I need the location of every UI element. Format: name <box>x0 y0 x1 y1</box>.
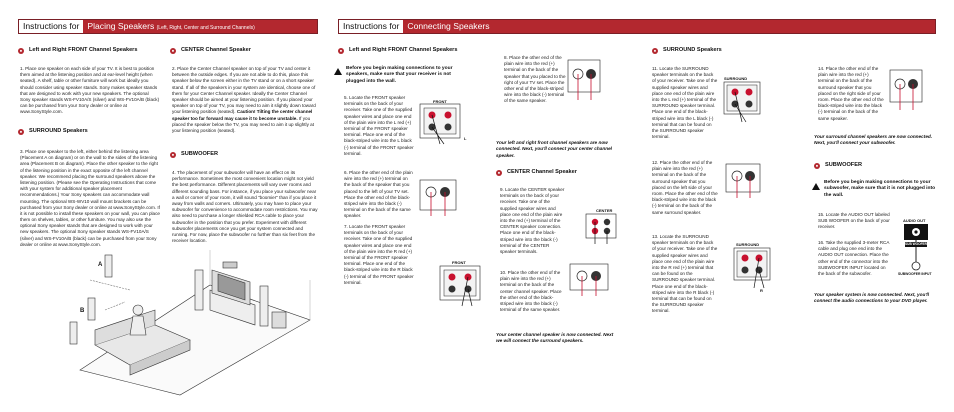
warning-icon <box>812 183 820 190</box>
warning-front: Before you begin making connections to your speakers, make sure that your receiver is not plugged into the wall. <box>346 66 453 84</box>
front-terminal-diagram-1 <box>420 104 460 144</box>
surround-label-1: SURROUND <box>724 76 748 81</box>
surround-terminal-diagram-1 <box>724 82 764 122</box>
section-front: ● Left and Right FRONT Channel Speakers <box>19 47 138 53</box>
sub-woofer-label: SUB WOOFER <box>905 242 927 246</box>
done-subwoofer: Your speaker system is now connected. Next, you'll connect the audio connections to your DVD player. <box>814 292 930 304</box>
left-header <box>18 19 318 34</box>
subwoofer-connection-diagram <box>904 224 932 274</box>
front-terminal-diagram-2 <box>440 266 480 306</box>
bullet-icon: ● <box>171 151 175 157</box>
bullet-icon: ● <box>339 47 343 53</box>
bullet-icon: ● <box>497 169 501 175</box>
warning-icon <box>334 68 342 75</box>
section-subwoofer: ● SUBWOOFER <box>171 151 218 157</box>
section-front-connect: ● Left and Right FRONT Channel Speakers <box>339 47 458 53</box>
section-subwoofer-connect: ● SUBWOOFER <box>815 162 862 168</box>
done-front: Your left and right front channel speakers are now connected. Next, you'll connect your center channel speaker. <box>496 140 612 158</box>
section-surround-connect: ● SURROUND Speakers <box>653 47 722 53</box>
bullet-icon: ● <box>653 47 657 53</box>
terminal-l-label: L <box>464 136 467 141</box>
front-speaker-diagram-2 <box>568 60 602 100</box>
subwoofer-input-label: SUBWOOFER INPUT <box>898 272 932 276</box>
step-8: 8. Place the other end of the plain wire into the red (+) terminal on the back of the speaker that you placed to the right of your TV set. Place the other end of the black-striped wire into the black (-) terminal of the same speaker. <box>504 55 566 104</box>
step-1: 1. Place one speaker on each side of your TV. It is best to position them aimed at the listening position and at ear-level height (when seated). A shelf, table or other furniture will work but ideally you should consider using speaker stands. Sony makes speaker stands that are designed to work with your new speakers. The optional Sony speaker stands WS-FV10A/S (silver) and WS-FV10A/B (black) can be purchased from your Sony dealer or online at www.SonyStyle.com. <box>20 66 160 115</box>
section-surround: ● SURROUND Speakers <box>19 128 88 134</box>
warning-subwoofer: Before you begin making connections to your subwoofer, make sure that it is not plugged into the wall. <box>824 180 936 198</box>
done-center: Your center channel speaker is now connected. Next we will connect the surround speakers. <box>496 332 614 344</box>
step-15: 15. Locate the AUDIO OUT labeled SUB WOOFER on the back of your receiver. <box>818 212 890 230</box>
step-5: 5. Locate the FRONT speaker terminals on the back of your receiver. Take one of the supplied speaker wires and place one end of the plain wire into the L red (+) terminal of the FRONT speaker terminal. Place one end of the black-striped wire into the L black (-) terminal of the FRONT speaker terminal. <box>344 95 414 156</box>
front-label-mid: FRONT <box>452 260 466 265</box>
audio-out-label: AUDIO OUT <box>903 218 926 223</box>
surround-terminal-diagram-2 <box>734 248 774 288</box>
header-prefix: Instructions for <box>19 20 83 33</box>
room-illustration <box>60 250 320 400</box>
surround-speaker-diagram-2 <box>890 70 926 110</box>
step-11: 11. Locate the SURROUND speaker terminals on the back of your receiver. Take one of the supplied speaker wires and place one end of the plain wire into the L red (+) terminal of the SURROUND speaker terminal. Place one end of the black-striped wire into the L black (-) terminal that can be found on the SURROUND speaker terminal. <box>652 66 718 140</box>
step-7: 7. Locate the FRONT speaker terminals on the back of your receiver. Take one of the supplied speaker wires and place one end of the plain wire into the R red (+) terminal of the FRONT speaker terminal. Place one end of the black-striped wire into the R black (-) terminal of the FRONT speaker terminal. <box>344 224 414 285</box>
placement-a-label: A <box>98 262 103 268</box>
step-6: 6. Place the other end of the plain wire into the red (+) terminal on the back of the speaker that you placed to the left of your TV set. Place the other end of the black-striped wire into the black (-) terminal on the back of the same speaker. <box>344 170 413 219</box>
bullet-icon: ● <box>19 128 23 134</box>
surround-speaker-diagram-1 <box>726 164 762 198</box>
step-4: 4. The placement of your subwoofer will have an effect on its performance. Sometimes the most convenient location might not yield the best performance. Different placements will vary over rooms and different sounding bass. For instance, if you place your subwoofer near a wall or corner of your room, it will sound "boomier" than if you place it away from walls and corners. Ultimately, you may have to place your subwoofer for convenience to accommodate room restrictions. You may also need to purchase a longer shielded RCA cable to place your subwoofer in the position that you prefer. Experiment with different subwoofer placements once you get your system connected and running. For now, place the subwoofer no further than six feet from the receiver location. <box>172 170 318 244</box>
header-prefix: Instructions for <box>339 20 403 33</box>
step-16: 16. Take the supplied 3-meter RCA cable and plug one end into the AUDIO OUT connection. Place the other end of the connector into the SUBWOOFER INPUT located on the back of the subwoofer. <box>818 240 890 276</box>
step-9: 9. Locate the CENTER speaker terminals on the back of your receiver. Take one of the supplied speaker wires and place one end of the plain wire into the red (+) terminal of the CENTER speaker connection. Place one end of the black-striped wire into the black (-) terminal of the CENTER speaker terminals. <box>500 187 565 254</box>
section-center: ● CENTER Channel Speaker <box>171 47 251 53</box>
surround-label-2: SURROUND <box>736 242 760 247</box>
step-13: 13. Locate the SURROUND speaker terminals on the back of your receiver. Take one of the supplied speaker wires and place one end of the plain wire into the R red (+) terminal that can be found on the SURROUND speaker terminal. Place one end of the black-striped wire into the R black (-) terminal that can be found on the SURROUND speaker terminal. <box>652 234 718 314</box>
step-2: 2. Place the Center Channel speaker on top of your TV and center it between the outside edges. If you are not able to do this, place this speaker below the screen either in the TV stand or on a short speaker stand. If all of the speakers in your system are identical, choose one of them for your Center Channel speaker. Ideally the Center Channel speaker should be aimed at your listening position. If you placed your speaker on top of your TV, you may need to aim it slightly down toward your listening position (seated). Caution! Tilting the center channel speaker too far forward may cause it to become unstable. If you placed the speaker below the TV, you may need to aim it up slightly at your listening position (seated). <box>172 66 316 133</box>
bullet-icon: ● <box>171 47 175 53</box>
header-title: Placing Speakers (Left, Right, Center and Surround Channels) <box>83 20 258 33</box>
center-terminal-diagram <box>586 214 622 244</box>
center-speaker-diagram <box>570 264 610 296</box>
bullet-icon: ● <box>19 47 23 53</box>
center-label: CENTER <box>596 208 613 213</box>
done-surround: Your surround channel speakers are now connected. Next, you'll connect your subwoofer. <box>814 134 933 146</box>
right-header <box>338 19 936 34</box>
placement-b-label: B <box>80 308 85 314</box>
header-title: Connecting Speakers <box>403 20 493 33</box>
front-label-top: FRONT <box>433 99 447 104</box>
section-center-connect: ● CENTER Channel Speaker <box>497 169 577 175</box>
bullet-icon: ● <box>815 162 819 168</box>
front-speaker-diagram-1 <box>420 180 460 216</box>
step-12: 12. Place the other end of the plain wire into the red (+) terminal on the back of the surround speaker that you placed on the left side of your room. Place the other end of the black-striped wire into the black (-) terminal on the back of the same surround speaker. <box>652 160 718 215</box>
terminal-r-label: R <box>760 288 763 293</box>
step-3: 3. Place one speaker to the left, either behind the listening area (Placement A on diagram) or on the wall to the sides of the listening area (Placement B on diagram). Place the other speaker to the right of the listening position in the exact opposite of the left channel speaker. We recommend placing the surround speakers above the listening position. (Please see the Operating Instructions that come with your system for additional speaker placement recommendations.) Your Sony speakers can accommodate wall mounting. The optional WS-WV10 wall mount brackets can be purchased from your Sony dealer or online at www.SonyStyle.com. If it is not possible to install these speakers on your wall, you can place them on shelves, tables, or other furniture. You may also use the optional Sony speaker stands that are designed to work with your new speakers. The optional Sony speaker stands WS-FV10A/S (silver) and WS-FV10A/B (black) can be purchased from your Sony dealer or online at www.SonyStyle.com. <box>20 149 160 247</box>
step-10: 10. Place the other end of the plain wire into the red (+) terminal on the back of the center channel speaker. Place the other end of the black-striped wire into the black (-) terminal of the same speaker. <box>500 270 562 313</box>
step-14: 14. Place the other end of the plain wire into the red (+) terminal on the back of the surround speaker that you placed on the right side of your room. Place the other end of the black-striped wire into the black (-) terminal on the back of the same speaker. <box>818 66 884 121</box>
